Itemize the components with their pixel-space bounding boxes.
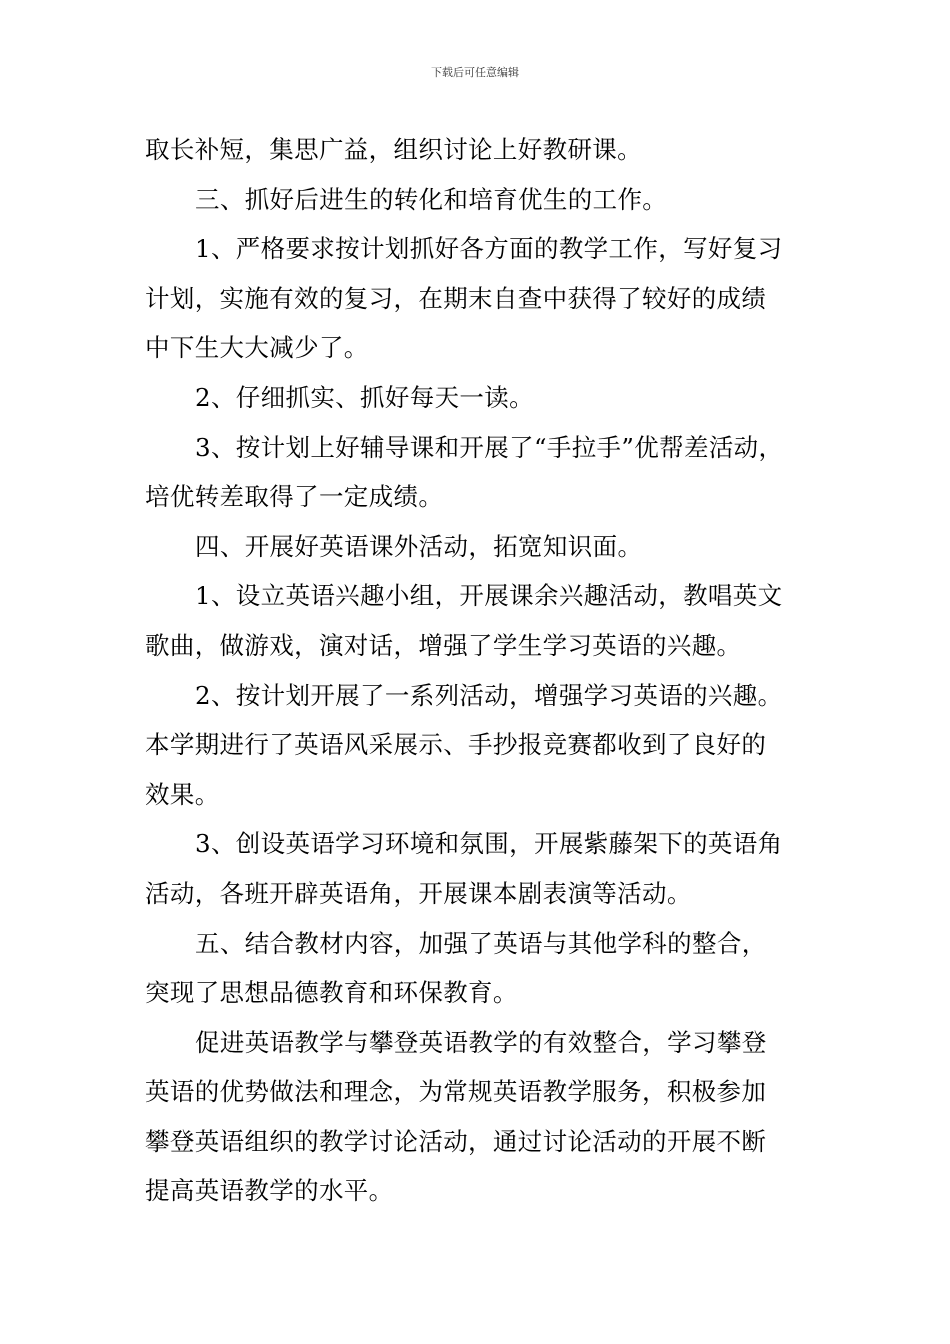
paragraph bbox=[145, 919, 815, 1018]
paragraph-line: 五、结合教材内容，加强了英语与其他学科的整合， bbox=[195, 928, 767, 958]
paragraph bbox=[145, 423, 815, 522]
paragraph-line: 三、抓好后进生的转化和培育优生的工作。 bbox=[195, 184, 668, 214]
paragraph-line: 提高英语教学的水平。 bbox=[145, 1176, 394, 1206]
paragraph bbox=[145, 125, 815, 175]
document-body bbox=[145, 125, 815, 1216]
paragraph bbox=[145, 373, 815, 423]
paragraph-line: 3、创设英语学习环境和氛围，开展紫藤架下的英语角 bbox=[195, 829, 783, 859]
paragraph bbox=[145, 175, 815, 225]
paragraph-line: 中下生大大减少了。 bbox=[145, 333, 369, 363]
page-header-note: 下载后可任意编辑 bbox=[431, 66, 519, 79]
paragraph-line: 本学期进行了英语风采展示、手抄报竞赛都收到了良好的 bbox=[145, 730, 767, 760]
paragraph bbox=[145, 522, 815, 572]
paragraph-line: 计划，实施有效的复习，在期末自查中获得了较好的成绩 bbox=[145, 283, 767, 313]
paragraph-line: 1、设立英语兴趣小组，开展课余兴趣活动，教唱英文 bbox=[195, 581, 783, 611]
paragraph-line: 歌曲，做游戏，演对话，增强了学生学习英语的兴趣。 bbox=[145, 630, 742, 660]
paragraph bbox=[145, 571, 815, 670]
paragraph bbox=[145, 224, 815, 373]
paragraph-line: 效果。 bbox=[145, 779, 220, 809]
paragraph-line: 2、仔细抓实、抓好每天一读。 bbox=[195, 382, 534, 412]
paragraph-line: 2、按计划开展了一系列活动，增强学习英语的兴趣。 bbox=[195, 680, 783, 710]
paragraph-line: 攀登英语组织的教学讨论活动，通过讨论活动的开展不断 bbox=[145, 1126, 767, 1156]
paragraph-line: 促进英语教学与攀登英语教学的有效整合，学习攀登 bbox=[195, 1027, 767, 1057]
paragraph bbox=[145, 671, 815, 820]
paragraph-line: 3、按计划上好辅导课和开展了“手拉手”优帮差活动， bbox=[195, 432, 784, 462]
paragraph-line: 取长补短，集思广益，组织讨论上好教研课。 bbox=[145, 135, 642, 164]
paragraph-line: 四、开展好英语课外活动，拓宽知识面。 bbox=[195, 531, 643, 561]
paragraph bbox=[145, 819, 815, 918]
paragraph bbox=[145, 1018, 815, 1216]
paragraph-line: 培优转差取得了一定成绩。 bbox=[145, 482, 444, 512]
paragraph-line: 1、严格要求按计划抓好各方面的教学工作，写好复习 bbox=[195, 234, 783, 264]
paragraph-line: 活动，各班开辟英语角，开展课本剧表演等活动。 bbox=[145, 878, 692, 908]
paragraph-line: 英语的优势做法和理念，为常规英语教学服务，积极参加 bbox=[145, 1077, 767, 1107]
paragraph-line: 突现了思想品德教育和环保教育。 bbox=[145, 978, 518, 1008]
